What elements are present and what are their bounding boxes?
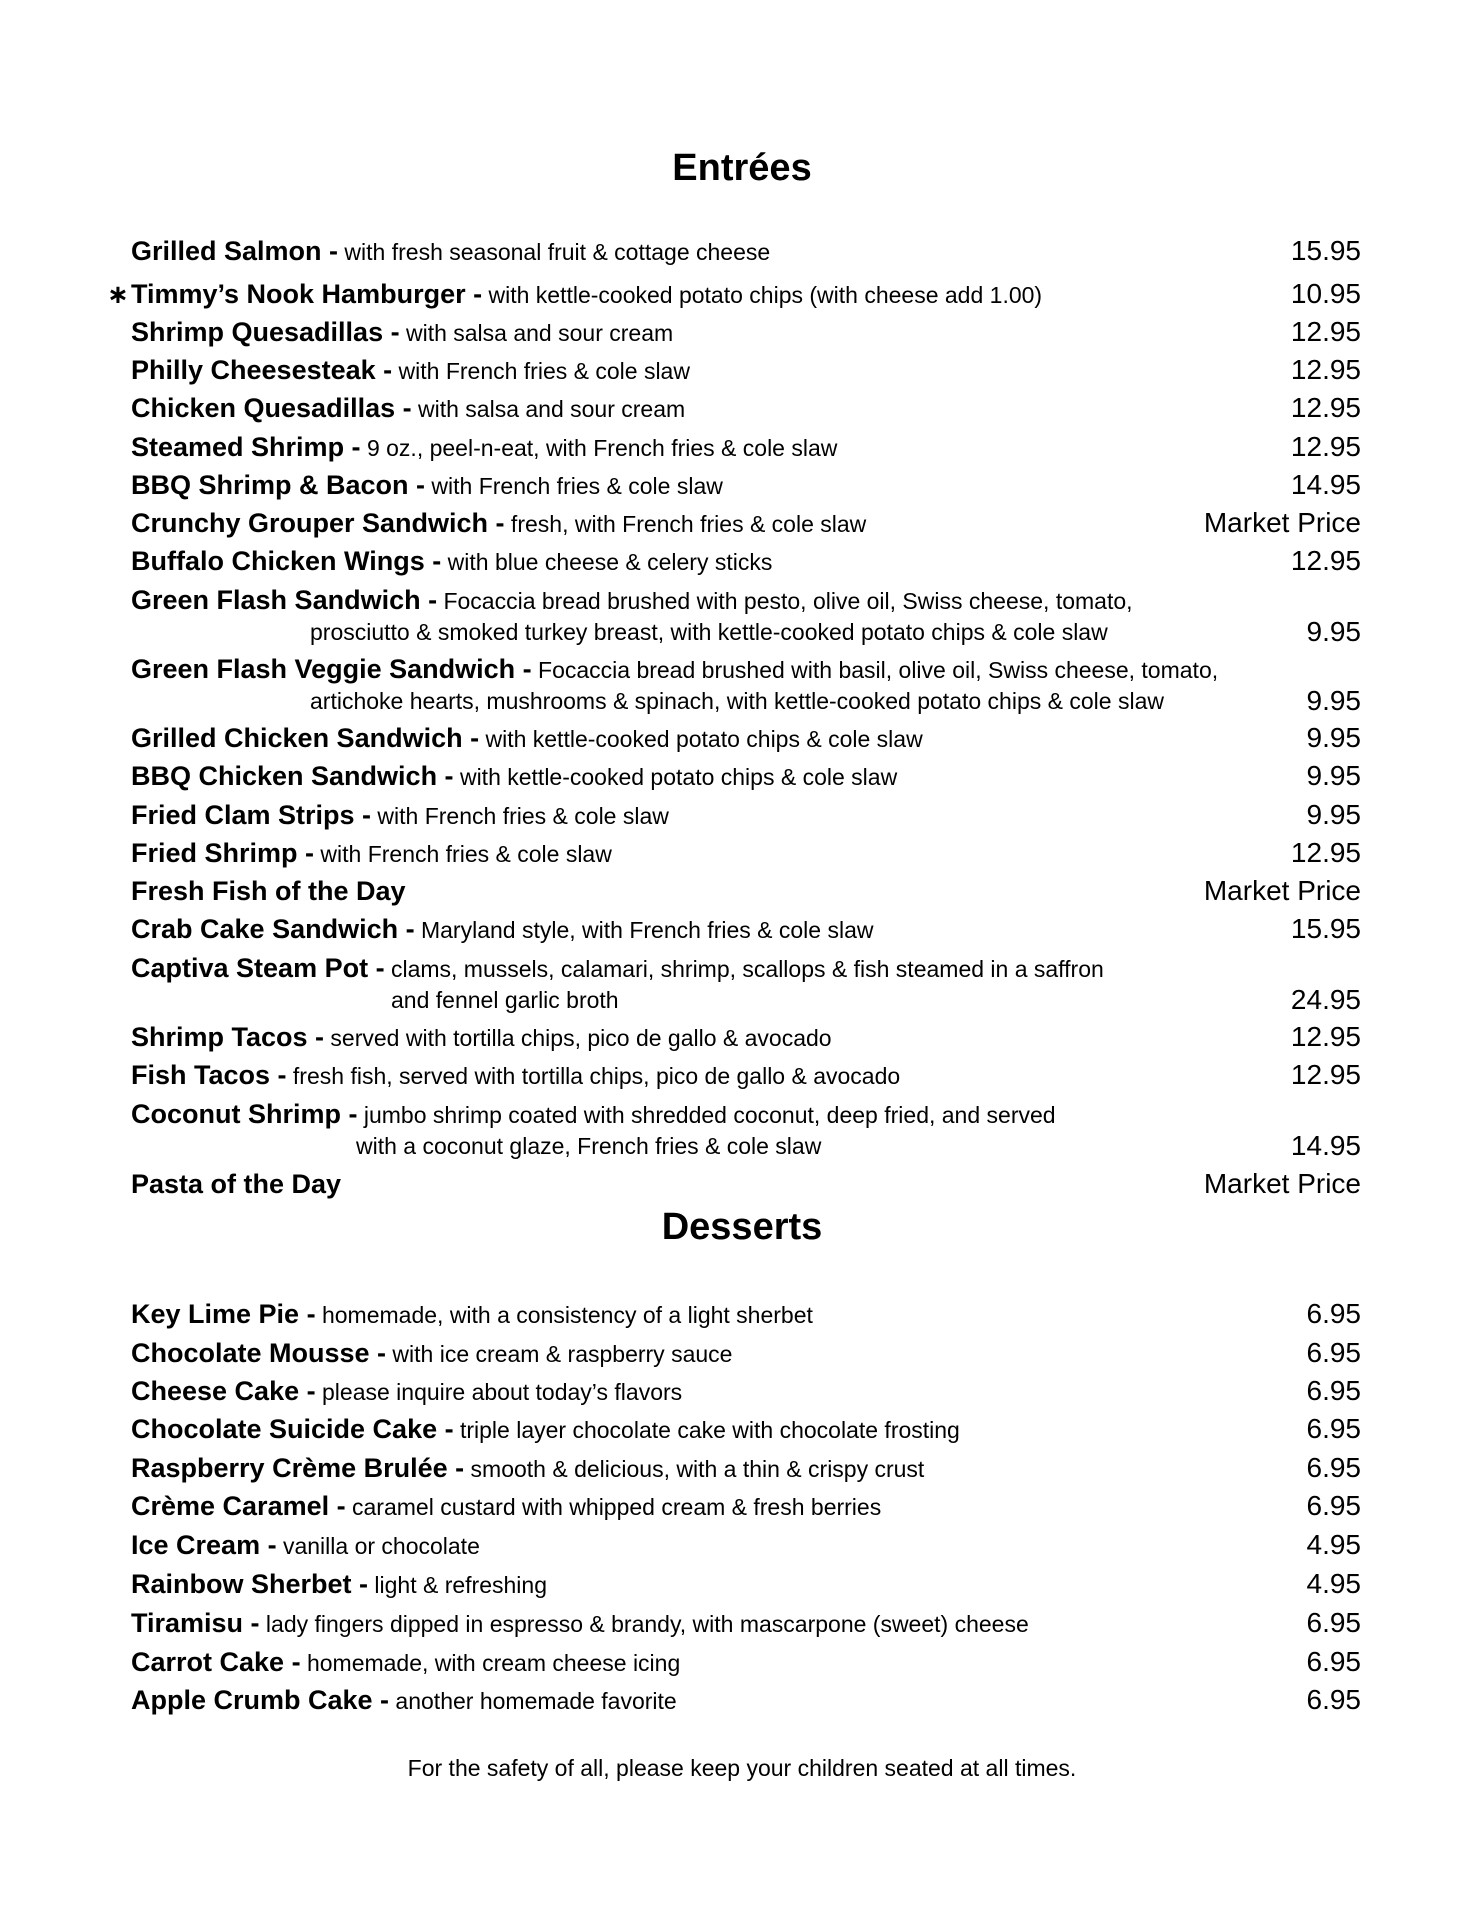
item-name: Pasta of the Day xyxy=(131,1169,342,1199)
entree-item xyxy=(131,1166,1361,1202)
item-price: 12.95 xyxy=(1290,1021,1361,1052)
item-desc: served with tortilla chips, pico de gallo & avocado xyxy=(324,1025,832,1051)
item-desc: please inquire about today’s flavors xyxy=(315,1379,683,1405)
item-price: 6.95 xyxy=(1306,1413,1361,1444)
item-name: Steamed Shrimp - xyxy=(131,432,361,462)
dessert-item xyxy=(131,1373,1361,1409)
item-name: Philly Cheesesteak - xyxy=(131,355,393,385)
item-name: Crème Caramel - xyxy=(131,1491,346,1521)
item-name: Raspberry Crème Brulée - xyxy=(131,1453,465,1483)
item-desc: caramel custard with whipped cream & fresh berries xyxy=(345,1494,882,1520)
entree-item xyxy=(131,467,1361,503)
item-name: Green Flash Sandwich - xyxy=(131,585,438,615)
dessert-item xyxy=(131,1644,1361,1680)
item-price: 12.95 xyxy=(1290,316,1361,347)
item-price: 9.95 xyxy=(1306,685,1361,716)
entree-item xyxy=(131,582,1361,650)
item-price: 9.95 xyxy=(1306,616,1361,647)
item-desc: Focaccia bread brushed with pesto, olive oil, Swiss cheese, tomato, xyxy=(437,588,1133,614)
item-desc: homemade, with a consistency of a light sherbet xyxy=(315,1302,813,1328)
item-price: 6.95 xyxy=(1306,1375,1361,1406)
item-name: Green Flash Veggie Sandwich - xyxy=(131,654,532,684)
item-desc: Maryland style, with French fries & cole slaw xyxy=(414,917,874,943)
item-name: Carrot Cake - xyxy=(131,1647,301,1677)
item-desc-line2: prosciutto & smoked turkey breast, with kettle-cooked potato chips & cole slaw xyxy=(310,619,1108,645)
item-desc: jumbo shrimp coated with shredded coconut, deep fried, and served xyxy=(357,1102,1056,1128)
item-price: 12.95 xyxy=(1290,545,1361,576)
item-price: 4.95 xyxy=(1306,1568,1361,1599)
item-price: 9.95 xyxy=(1306,799,1361,830)
item-price: Market Price xyxy=(1203,875,1361,906)
entree-item xyxy=(131,429,1361,465)
dessert-item xyxy=(131,1335,1361,1371)
entree-item xyxy=(131,1096,1361,1164)
dessert-item xyxy=(131,1296,1361,1332)
item-price: 10.95 xyxy=(1290,278,1361,309)
item-desc: Focaccia bread brushed with basil, olive oil, Swiss cheese, tomato, xyxy=(531,657,1219,683)
item-price: 12.95 xyxy=(1290,392,1361,423)
item-desc-line2: and fennel garlic broth xyxy=(391,987,619,1013)
item-name: Tiramisu - xyxy=(131,1608,260,1638)
entree-item xyxy=(131,1019,1361,1055)
item-desc: with salsa and sour cream xyxy=(399,320,674,346)
entrees-heading: Entrées xyxy=(672,147,812,189)
item-desc: with French fries & cole slaw xyxy=(371,803,669,829)
item-name: Fried Shrimp - xyxy=(131,838,315,868)
item-name: Chicken Quesadillas - xyxy=(131,393,412,423)
entree-item xyxy=(131,352,1361,388)
entree-item xyxy=(131,911,1361,947)
item-price: 6.95 xyxy=(1306,1298,1361,1329)
item-desc: with kettle-cooked potato chips & cole slaw xyxy=(453,764,898,790)
item-desc-line2: with a coconut glaze, French fries & cole slaw xyxy=(356,1133,822,1159)
item-price: 12.95 xyxy=(1290,354,1361,385)
item-name: Rainbow Sherbet - xyxy=(131,1569,369,1599)
item-price: 6.95 xyxy=(1306,1337,1361,1368)
dessert-item xyxy=(131,1411,1361,1447)
dessert-item xyxy=(131,1527,1361,1563)
item-price: 6.95 xyxy=(1306,1684,1361,1715)
item-name: Crab Cake Sandwich - xyxy=(131,914,415,944)
item-price: 14.95 xyxy=(1290,469,1361,500)
item-price: 6.95 xyxy=(1306,1607,1361,1638)
item-desc: with blue cheese & celery sticks xyxy=(441,549,773,575)
entree-item xyxy=(131,797,1361,833)
entree-item xyxy=(131,651,1361,719)
item-name: Fish Tacos - xyxy=(131,1060,287,1090)
item-name: Fried Clam Strips - xyxy=(131,800,372,830)
entree-item xyxy=(131,505,1361,541)
item-name: Cheese Cake - xyxy=(131,1376,316,1406)
item-desc: lady fingers dipped in espresso & brandy, with mascarpone (sweet) cheese xyxy=(259,1611,1029,1637)
entree-item xyxy=(131,1057,1361,1093)
item-desc: with salsa and sour cream xyxy=(411,396,686,422)
entree-item xyxy=(131,835,1361,871)
item-price: 6.95 xyxy=(1306,1646,1361,1677)
item-desc: smooth & delicious, with a thin & crispy crust xyxy=(464,1456,925,1482)
item-desc: with French fries & cole slaw xyxy=(425,473,723,499)
item-desc-line2: artichoke hearts, mushrooms & spinach, with kettle-cooked potato chips & cole slaw xyxy=(310,688,1164,714)
entree-item xyxy=(131,390,1361,426)
item-desc: 9 oz., peel-n-eat, with French fries & cole slaw xyxy=(360,435,838,461)
item-name: Captiva Steam Pot - xyxy=(131,953,385,983)
item-name: Chocolate Mousse - xyxy=(131,1338,387,1368)
dessert-item xyxy=(131,1605,1361,1641)
entree-item xyxy=(131,543,1361,579)
dessert-item xyxy=(131,1488,1361,1524)
item-name: Key Lime Pie - xyxy=(131,1299,316,1329)
item-name: Grilled Salmon - xyxy=(131,236,339,266)
item-price: 12.95 xyxy=(1290,837,1361,868)
item-price: 9.95 xyxy=(1306,722,1361,753)
item-desc: with fresh seasonal fruit & cottage cheese xyxy=(338,239,771,265)
item-price: Market Price xyxy=(1203,1168,1361,1199)
item-price: 24.95 xyxy=(1290,984,1361,1015)
item-price: 14.95 xyxy=(1290,1130,1361,1161)
dessert-item xyxy=(131,1566,1361,1602)
item-price: 15.95 xyxy=(1290,913,1361,944)
item-name: Grilled Chicken Sandwich - xyxy=(131,723,480,753)
safety-notice: For the safety of all, please keep your children seated at all times. xyxy=(407,1755,1077,1781)
entree-item xyxy=(131,873,1361,909)
dessert-item xyxy=(131,1682,1361,1718)
item-price: Market Price xyxy=(1203,507,1361,538)
item-desc: with French fries & cole slaw xyxy=(392,358,690,384)
item-name: Coconut Shrimp - xyxy=(131,1099,358,1129)
item-desc: light & refreshing xyxy=(368,1572,547,1598)
item-price: 4.95 xyxy=(1306,1529,1361,1560)
item-name: Chocolate Suicide Cake - xyxy=(131,1414,454,1444)
asterisk-marker: ∗ xyxy=(107,279,129,309)
dessert-item xyxy=(131,1450,1361,1486)
item-desc: with kettle-cooked potato chips & cole slaw xyxy=(479,726,923,752)
item-price: 9.95 xyxy=(1306,760,1361,791)
item-desc: triple layer chocolate cake with chocolate frosting xyxy=(453,1417,960,1443)
item-name: BBQ Shrimp & Bacon - xyxy=(131,470,426,500)
item-price: 12.95 xyxy=(1290,1059,1361,1090)
item-name: Buffalo Chicken Wings - xyxy=(131,546,442,576)
item-price: 6.95 xyxy=(1306,1452,1361,1483)
entree-item xyxy=(107,276,1361,312)
entree-item xyxy=(131,314,1361,350)
item-desc: vanilla or chocolate xyxy=(276,1533,480,1559)
item-desc: another homemade favorite xyxy=(389,1688,677,1714)
item-desc: with ice cream & raspberry sauce xyxy=(386,1341,733,1367)
item-desc: with French fries & cole slaw xyxy=(314,841,612,867)
desserts-heading: Desserts xyxy=(661,1206,823,1248)
item-name: Shrimp Tacos - xyxy=(131,1022,325,1052)
item-name: Shrimp Quesadillas - xyxy=(131,317,400,347)
entree-item xyxy=(131,758,1361,794)
item-desc: fresh fish, served with tortilla chips, pico de gallo & avocado xyxy=(286,1063,901,1089)
item-name: Crunchy Grouper Sandwich - xyxy=(131,508,505,538)
item-price: 15.95 xyxy=(1290,235,1361,266)
item-name: Apple Crumb Cake - xyxy=(131,1685,390,1715)
item-name: Ice Cream - xyxy=(131,1530,277,1560)
item-name: Timmy’s Nook Hamburger - xyxy=(131,279,483,309)
item-name: Fresh Fish of the Day xyxy=(131,876,406,906)
item-desc: homemade, with cream cheese icing xyxy=(300,1650,681,1676)
item-desc: fresh, with French fries & cole slaw xyxy=(504,511,867,537)
entree-item xyxy=(131,950,1361,1018)
item-desc: clams, mussels, calamari, shrimp, scallops & fish steamed in a saffron xyxy=(384,956,1104,982)
entree-item xyxy=(131,720,1361,756)
item-price: 6.95 xyxy=(1306,1490,1361,1521)
item-price: 12.95 xyxy=(1290,431,1361,462)
item-name: BBQ Chicken Sandwich - xyxy=(131,761,454,791)
item-desc: with kettle-cooked potato chips (with cheese add 1.00) xyxy=(482,282,1043,308)
entree-item xyxy=(131,233,1361,269)
